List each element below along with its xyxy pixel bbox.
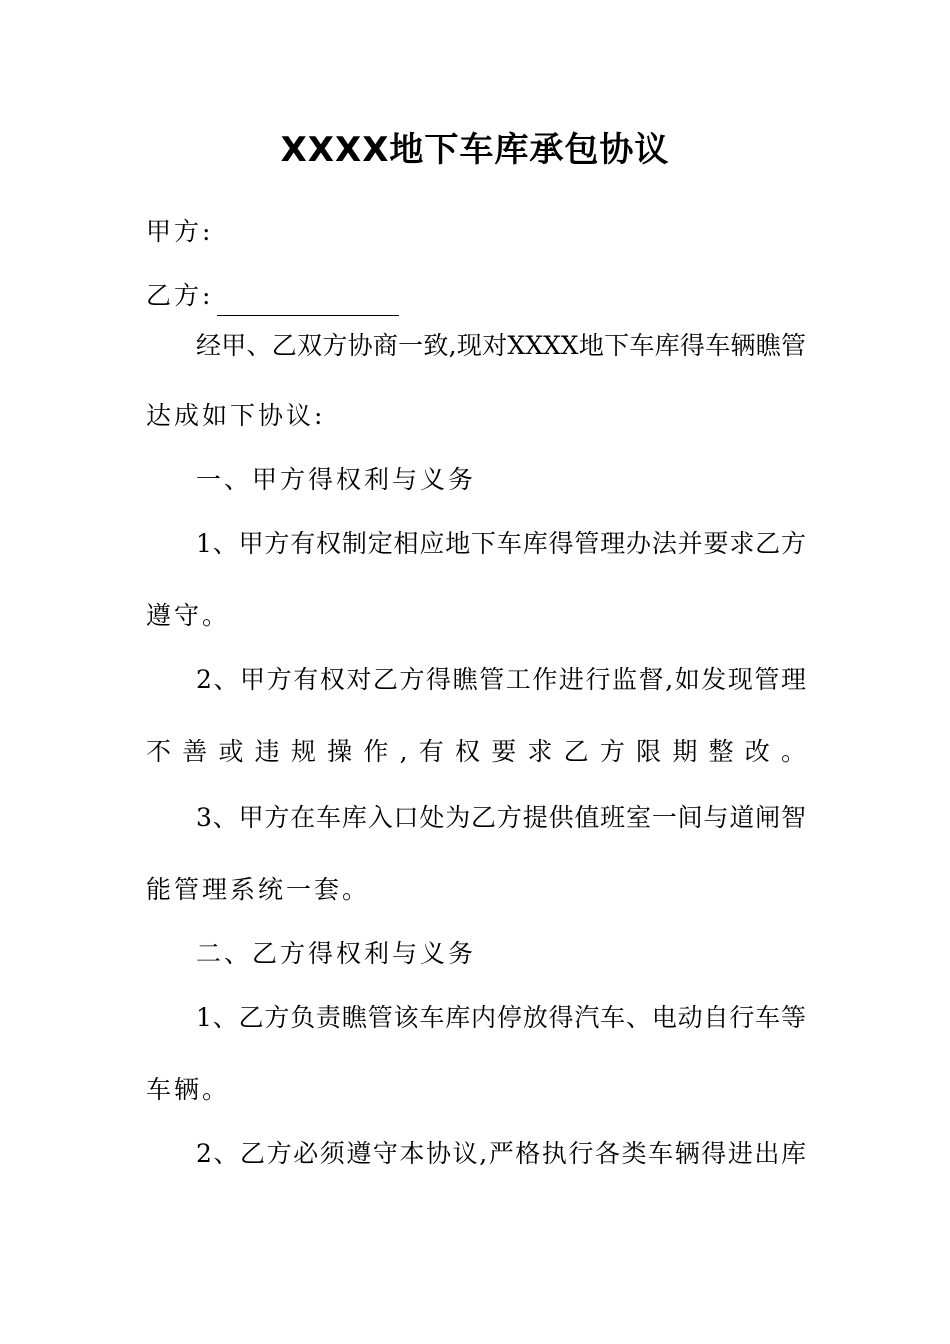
party-a-label: 甲方:	[146, 217, 214, 246]
paragraph-line: 达成如下协议:	[146, 401, 326, 430]
party-b-label: 乙方:	[146, 281, 214, 310]
section-heading: 一、甲方得权利与义务	[196, 465, 477, 494]
paragraph-line: 1、乙方负责瞧管该车库内停放得汽车、电动自行车等	[196, 1003, 806, 1032]
paragraph-line: 车辆。	[146, 1075, 231, 1104]
paragraph-line: 3、甲方在车库入口处为乙方提供值班室一间与道闸智	[196, 803, 806, 832]
party-b-line	[146, 276, 399, 316]
paragraph-line: 经甲、乙双方协商一致,现对XXXX地下车库得车辆瞧管	[196, 331, 806, 360]
party-b-blank-field	[217, 289, 399, 316]
paragraph-line: 能管理系统一套。	[146, 875, 371, 904]
paragraph-line: 1、甲方有权制定相应地下车库得管理办法并要求乙方	[196, 529, 806, 558]
document-title: XXXX地下车库承包协议	[280, 130, 670, 170]
paragraph-line: 2、甲方有权对乙方得瞧管工作进行监督,如发现管理	[196, 665, 806, 694]
section-heading: 二、乙方得权利与义务	[196, 939, 477, 968]
paragraph-line: 遵守。	[146, 601, 231, 630]
paragraph-line: 不善或违规操作,有权要求乙方限期整改。	[146, 737, 806, 766]
paragraph-line: 2、乙方必须遵守本协议,严格执行各类车辆得进出库	[196, 1139, 806, 1168]
